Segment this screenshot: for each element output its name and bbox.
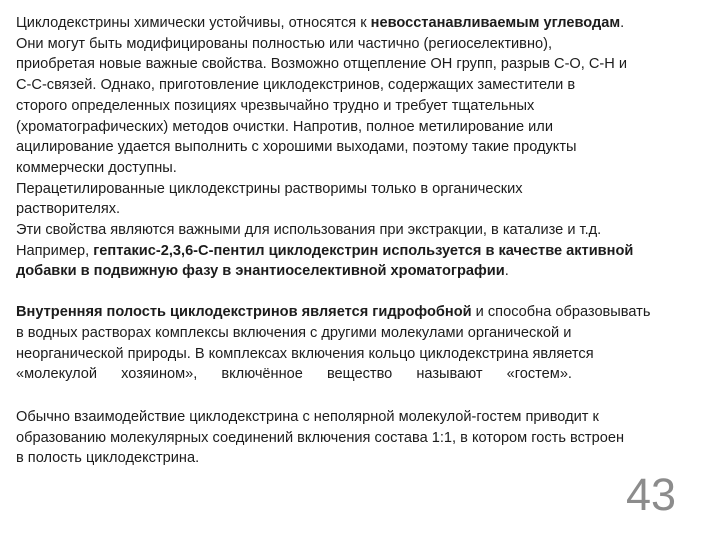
text-line: неорганической природы. В комплексах включения кольцо циклодекстрина является	[16, 345, 594, 362]
text-line: приобретая новые важные свойства. Возможно отщепление ОН групп, разрыв С-О, С-Н и	[16, 56, 628, 73]
page-number: 43	[626, 469, 677, 520]
text-line: Например, гептакис-2,3,6-С-пентил циклодекстрин используется в качестве активной	[16, 242, 634, 259]
text-line: «молекулой хозяином», включённое вещество называют «гостем».	[16, 366, 572, 383]
paragraph-spacer	[16, 282, 708, 302]
text-line: С-С-связей. Однако, приготовление циклодекстринов, содержащих заместители в	[16, 77, 576, 94]
bold-term: добавки в подвижную фазу в энантиоселективной хроматографии	[16, 263, 505, 280]
text-line: коммерчески доступны.	[16, 159, 177, 176]
text-line: Эти свойства являются важными для использования при экстракции, в катализе и т.д.	[16, 222, 602, 239]
text-line: Они могут быть модифицированы полностью или частично (региоселективно),	[16, 35, 553, 52]
text-line: Перацетилированные циклодекстрины растворимы только в органических	[16, 180, 523, 197]
bold-term: невосстанавливаемым углеводам	[370, 15, 621, 31]
text-line: Циклодекстрины химически устойчивы, относятся к невосстанавливаемым углеводам.	[16, 15, 625, 31]
paragraph-spacer	[16, 385, 708, 407]
paragraph-stability	[16, 13, 708, 179]
paragraph-cavity	[16, 302, 708, 385]
paragraph-interaction	[16, 407, 708, 469]
text-line: Внутренняя полость циклодекстринов является гидрофобной и способна образовывать	[16, 304, 651, 321]
bold-term: Внутренняя полость циклодекстринов является гидрофобной	[16, 304, 472, 321]
text-line: Обычно взаимодействие циклодекстрина с неполярной молекулой-гостем приводит к	[16, 408, 599, 425]
paragraph-peracetylated	[16, 179, 708, 220]
text-line: образованию молекулярных соединений включения состава 1:1, в котором гость встроен	[16, 429, 624, 446]
paragraph-applications	[16, 220, 708, 282]
text-line: растворителях.	[16, 201, 121, 218]
text-line: в водных растворах комплексы включения с другими молекулами органической и	[16, 324, 572, 341]
slide-body	[16, 13, 708, 469]
text-line: ацилирование удается выполнить с хорошими выходами, поэтому такие продукты	[16, 139, 577, 156]
text-line: (хроматографических) методов очистки. Напротив, полное метилирование или	[16, 118, 553, 135]
text-line: в полость циклодекстрина.	[16, 450, 200, 467]
text-line: сторого определенных позициях чрезвычайно трудно и требует тщательных	[16, 97, 535, 114]
text-line: добавки в подвижную фазу в энантиоселективной хроматографии.	[16, 263, 509, 280]
bold-term: гептакис-2,3,6-С-пентил циклодекстрин используется в качестве активной	[93, 242, 634, 259]
